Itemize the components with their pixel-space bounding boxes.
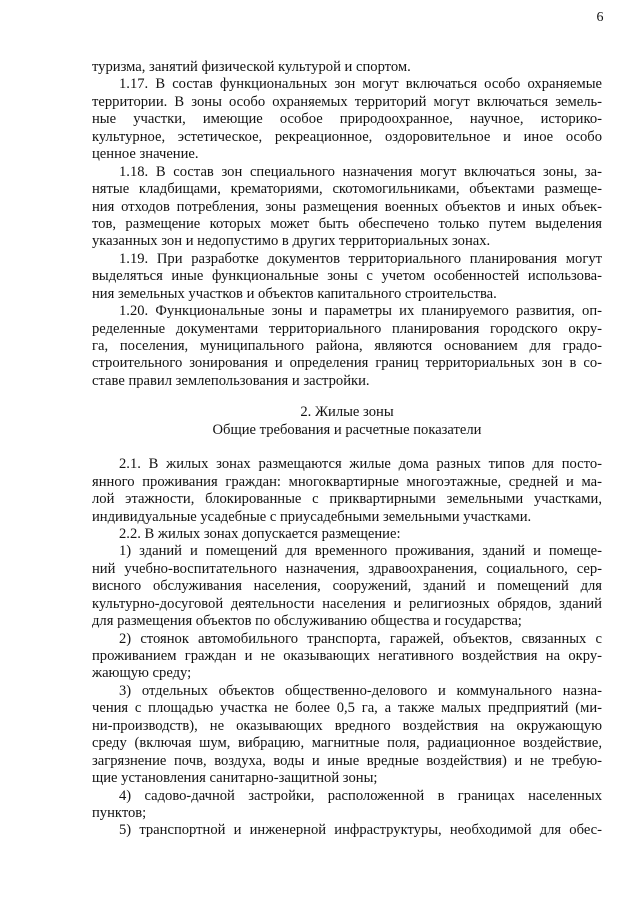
section-2-body (92, 456, 602, 840)
section-subtitle: Общие требования и расчетные показатели (212, 421, 482, 438)
text-line: выделяться иные функциональные зоны с учетом особенностей использова- (92, 268, 602, 285)
text-line: 2) стоянок автомобильного транспорта, гаражей, объектов, связанных с (119, 630, 602, 647)
text-line: территории. В зоны особо охраняемых территорий могут включаться земель- (92, 93, 602, 110)
text-line: ния отходов потребления, зоны размещения военных объектов и иных объек- (92, 198, 602, 215)
text-line: ные участки, имеющие особое природоохранное, научное, историко- (92, 111, 602, 128)
paragraph-continuation (92, 59, 602, 76)
text-line: указанных зон и недопустимо в других территориальных зонах. (92, 233, 491, 250)
text-line: пунктов; (92, 804, 147, 821)
text-line: 1.17. В состав функциональных зон могут включаться особо охраняемые (119, 76, 602, 93)
text-line: проживанием граждан и не оказывающих негативного воздействия на окру- (92, 648, 602, 664)
text-line: среду (включая шум, вибрацию, магнитные поля, радиационное воздействие, (92, 735, 602, 752)
text-line: ценное значение. (92, 146, 199, 163)
text-column (92, 59, 602, 840)
text-line: 1.19. При разработке документов территориального планирования могут (119, 250, 602, 267)
list-item-2 (92, 631, 602, 683)
text-line: туризма, занятий физической культурой и спортом. (92, 59, 411, 75)
text-line: ния земельных участков и объектов капитального строительства. (92, 285, 497, 302)
text-line: 2.1. В жилых зонах размещаются жилые дома разных типов для посто- (119, 456, 602, 473)
paragraph-2-2 (92, 526, 602, 543)
text-line: висного обслуживания населения, сооружений, зданий и помещений для (92, 578, 602, 595)
text-line: ставе правил землепользования и застройки. (92, 372, 370, 389)
text-line: тов, размещение которых может быть обеспечено только путем выделения (92, 215, 602, 232)
list-item-3 (92, 683, 602, 788)
list-item-4 (92, 788, 602, 823)
text-line: ни-производств), не оказывающих вредного воздействия на окружающую (92, 717, 602, 734)
text-line: индивидуальные усадебные с приусадебными земельными участками. (92, 508, 532, 525)
list-item-5 (92, 822, 602, 839)
paragraph-1-18 (92, 164, 602, 251)
list-item-1 (92, 543, 602, 630)
text-line: культурно-досуговой деятельности населения и религиозных обрядов, зданий (92, 595, 602, 612)
text-line: щие установления санитарно-защитной зоны; (92, 770, 378, 787)
text-line: 4) садово-дачной застройки, расположенной в границах населенных (119, 787, 602, 804)
text-line: 2.2. В жилых зонах допускается размещение: (119, 525, 401, 542)
paragraph-2-1 (92, 456, 602, 526)
page-number: 6 (596, 10, 604, 25)
text-line: 5) транспортной и инженерной инфраструктуры, необходимой для обес- (119, 822, 602, 839)
text-line: культурное, эстетическое, рекреационное, оздоровительное и иное особо (92, 128, 602, 145)
text-line: чения с площадью участка не более 0,5 га, а также малых предприятий (ми- (92, 700, 602, 717)
text-line: 1.20. Функциональные зоны и параметры их планируемого развития, оп- (119, 303, 602, 320)
text-line: ределенные документами территориального планирования городского окру- (92, 320, 602, 337)
section-title: 2. Жилые зоны (300, 404, 394, 421)
paragraph-1-17 (92, 76, 602, 163)
text-line: янного проживания граждан: многоквартирные многоэтажные, средней и ма- (92, 473, 602, 490)
text-line: для размещения объектов по обслуживанию общества и государства; (92, 613, 522, 630)
text-line: строительного зонирования и определения границ территориальных зон в со- (92, 355, 602, 372)
text-line: га, поселения, муниципального района, являются основанием для градо- (92, 338, 602, 354)
paragraph-1-20 (92, 303, 602, 390)
text-line: 1.18. В состав зон специального назначения могут включаться зоны, за- (119, 163, 602, 180)
text-line: жающую среду; (92, 665, 192, 682)
text-line: нятые кладбищами, крематориями, скотомогильниками, объектами размеще- (92, 181, 602, 198)
text-line: загрязнение почв, воздуха, воды и иные вредные воздействия) и не требую- (92, 752, 602, 769)
text-line: лой этажности, блокированные с приквартирными земельными участками, (92, 491, 602, 508)
section-heading (92, 404, 602, 439)
text-line: 3) отдельных объектов общественно-делового и коммунального назна- (119, 682, 602, 699)
paragraph-1-19 (92, 251, 602, 303)
text-line: ний учебно-воспитательного назначения, здравоохранения, социального, сер- (92, 560, 602, 577)
text-line: 1) зданий и помещений для временного проживания, зданий и помеще- (119, 543, 602, 560)
